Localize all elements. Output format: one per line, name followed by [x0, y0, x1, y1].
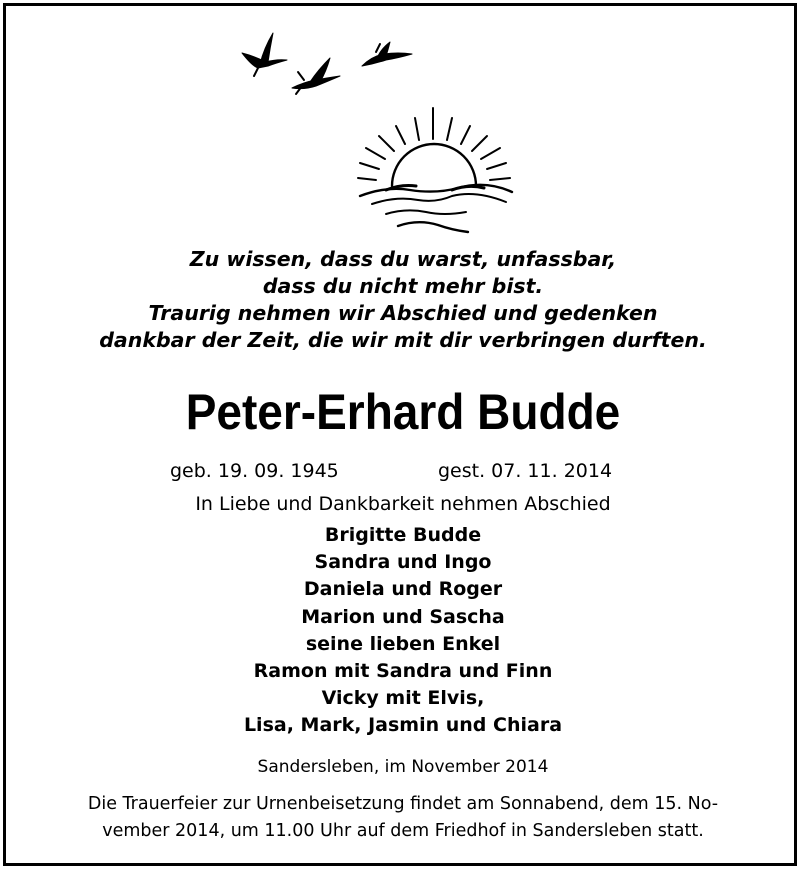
place-and-date: Sandersleben, im November 2014 [257, 757, 549, 777]
birth-date: geb. 19. 09. 1945 [170, 460, 339, 482]
bird-icon [292, 58, 340, 94]
death-date: gest. 07. 11. 2014 [438, 460, 613, 482]
sun-icon [392, 144, 476, 186]
mourner-entry: Vicky mit Elvis, [321, 687, 485, 710]
mourner-entry: seine lieben Enkel [305, 632, 501, 655]
obituary-frame [3, 3, 797, 866]
obituary-artwork [6, 6, 800, 246]
mourner-entry: Ramon mit Sandra und Finn [253, 660, 553, 683]
farewell-intro: In Liebe und Dankbarkeit nehmen Abschied [195, 493, 611, 515]
mourner-entry: Lisa, Mark, Jasmin und Chiara [243, 714, 563, 737]
verse-line: dankbar der Zeit, die wir mit dir verbringen durften. [99, 328, 707, 352]
bird-icon [242, 33, 287, 76]
mourner-entry: Brigitte Budde [324, 524, 482, 546]
mourner-entry: Marion und Sascha [301, 605, 505, 628]
verse-line: Zu wissen, dass du warst, unfassbar, [189, 247, 617, 271]
life-dates [6, 460, 800, 488]
verse-line: dass du nicht mehr bist. [262, 274, 544, 298]
flying-birds-icon [242, 33, 412, 94]
funeral-notice [46, 791, 760, 845]
funeral-notice-line: vember 2014, um 11.00 Uhr auf dem Friedhof in Sandersleben statt. [102, 821, 704, 841]
memorial-verse [6, 246, 800, 354]
mourner-entry: Daniela und Roger [303, 578, 503, 601]
mourners-list [6, 522, 800, 740]
verse-line: Traurig nehmen wir Abschied und gedenken [148, 301, 658, 325]
mourner-entry: Sandra und Ingo [314, 551, 492, 574]
bird-icon [362, 42, 412, 66]
deceased-name: Peter-Erhard Budde [185, 384, 621, 440]
funeral-notice-line: Die Trauerfeier zur Urnenbeisetzung findet am Sonnabend, dem 15. No- [87, 794, 719, 814]
sunset-over-hills-icon [358, 108, 512, 232]
